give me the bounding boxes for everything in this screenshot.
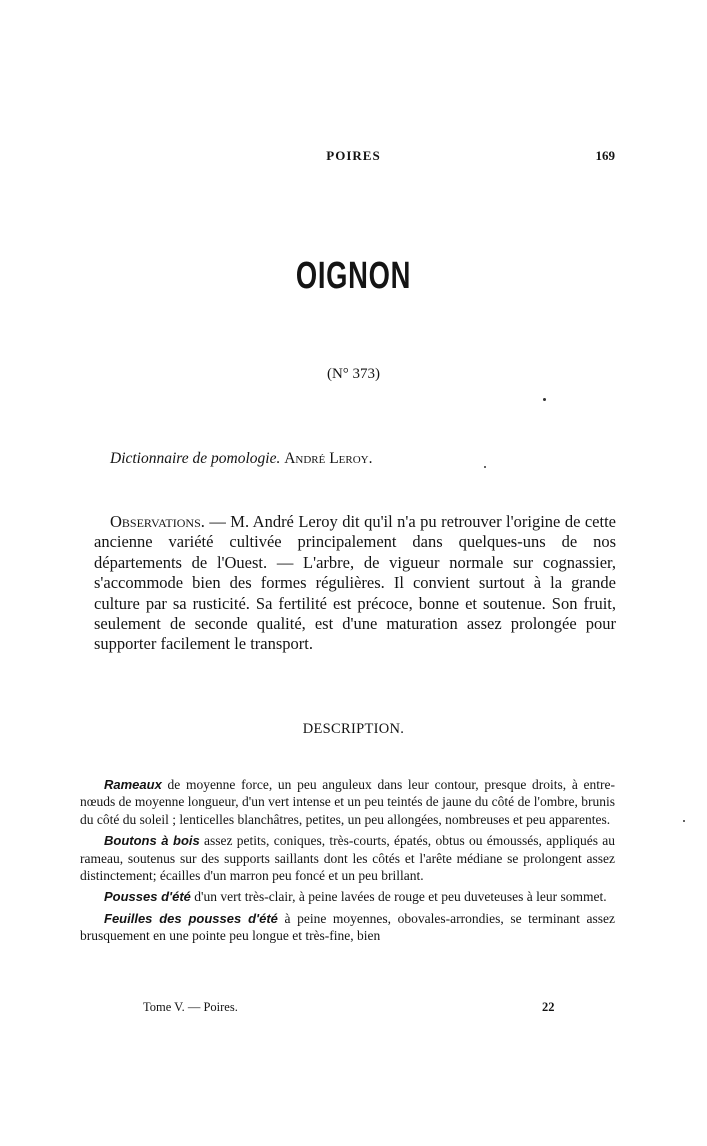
description-term: Pousses d'été — [104, 889, 191, 905]
description-term: Boutons à bois — [104, 833, 200, 849]
description-heading: DESCRIPTION. — [302, 721, 405, 737]
reference-book: Dictionnaire de pomologie. — [110, 450, 281, 467]
description-paragraph — [80, 888, 615, 905]
ink-speck — [543, 398, 546, 401]
variety-title: OIGNON — [295, 255, 412, 297]
description-text: assez petits, coniques, très-courts, épatés, obtus ou émoussés, appliqués au rameau, soutenus sur des supports saillants dont les côtés et l'arête médiane se prolongent assez distinctement; écailles d'un marron peu foncé et un peu brillant. — [80, 833, 615, 884]
description-term: Rameaux — [104, 777, 162, 792]
page-footer — [0, 1000, 707, 1018]
footer-signature: 22 — [542, 1000, 555, 1014]
observations-paragraph — [94, 512, 616, 655]
footer-volume: Tome V. — Poires. — [143, 1000, 238, 1014]
description-term: Feuilles des pousses d'été — [104, 910, 278, 926]
description-paragraph — [80, 776, 615, 828]
description-text: à peine moyennes, obovales-arrondies, se terminant assez brusquement en une pointe peu longue et très-fine, bien — [80, 910, 615, 944]
description-text: d'un vert très-clair, à peine lavées de rouge et peu duveteuses à leur sommet. — [190, 889, 607, 905]
running-head-title: POIRES — [326, 148, 381, 163]
description-paragraph — [80, 832, 615, 884]
variety-number: (N° 373) — [326, 366, 381, 382]
observations-section — [94, 512, 616, 655]
description-paragraph — [80, 910, 615, 945]
ink-speck — [484, 466, 486, 468]
page-number: 169 — [595, 148, 615, 163]
running-head — [0, 148, 707, 166]
reference-line — [110, 450, 610, 468]
reference-author: André Leroy. — [284, 450, 373, 467]
description-text: de moyenne force, un peu anguleux dans leur contour, presque droits, à entre-nœuds de moyenne longueur, d'un vert intense et un peu teintés de jaune du côté de l'ombre, brunis du côté du soleil ; lenticelles blanchâtres, petites, un peu allongées, nombreuses et peu apparentes. — [80, 777, 615, 827]
description-section — [80, 776, 615, 949]
ink-speck — [683, 820, 685, 822]
observations-text: — M. André Leroy dit qu'il n'a pu retrouver l'origine de cette ancienne variété cultivée principalement dans quelques-uns de nos départements de l'Ouest. — L'arbre, de vigueur normale sur cognassier, s'accommode bien des formes régulières. Il convient surtout à la grande culture par sa rusticité. Sa fertilité est précoce, bonne et soutenue. Son fruit, seulement de seconde qualité, est d'une maturation assez prolongée pour supporter facilement le transport. — [94, 512, 616, 654]
observations-heading: Observations. — [110, 512, 205, 531]
